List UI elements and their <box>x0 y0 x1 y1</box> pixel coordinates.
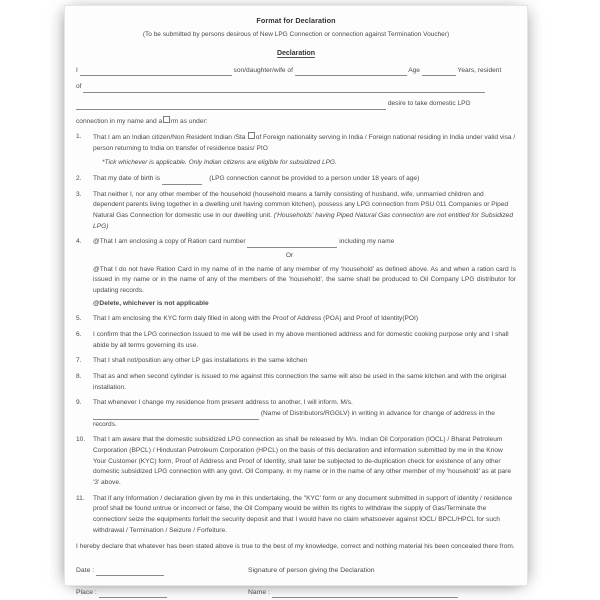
place-label: Place : <box>76 588 97 596</box>
clause-8-number: 8. <box>76 372 82 380</box>
affirm-text-pre: connection in my name and a <box>76 117 163 125</box>
intro-line-2 <box>76 82 516 93</box>
clause-1-text-pre: That I am an Indian citizen/Non Resident Indian /Sta <box>93 133 248 141</box>
date-label: Date : <box>76 566 95 574</box>
declarant-name-field[interactable] <box>80 68 232 76</box>
address-field-line-1[interactable] <box>83 85 485 93</box>
clause-4-number: 4. <box>76 238 82 246</box>
intro-lead-label: I <box>76 66 78 74</box>
clause-9-text-pre: That whenever I change my residence from present address to another, I will inform. M/s. <box>93 399 353 407</box>
clause-4-line-1 <box>93 237 516 248</box>
clause-4-text-post: including my name <box>339 238 395 246</box>
clause-10 <box>76 435 516 488</box>
clause-4-bold-note: @Delete, whichever is not applicable <box>93 299 209 307</box>
clause-11-number: 11. <box>76 494 85 502</box>
name-field[interactable] <box>272 590 458 598</box>
clause-6-number: 6. <box>76 330 82 338</box>
clause-7-text: That I shall not/position any other LP gas installations in the same kitchen <box>93 357 308 365</box>
clause-10-number: 10. <box>76 436 86 444</box>
page-subtitle: (To be submitted by persons desirous of New LPG Connection or connection against Termination Voucher) <box>142 30 450 38</box>
section-heading-text: Declaration <box>276 50 316 58</box>
clause-4-text-pre: @That I am enclosing a copy of Ration card number <box>93 238 246 246</box>
age-label: Age <box>408 66 420 74</box>
clause-8 <box>76 372 516 393</box>
clause-6-text: I confirm that the LPG connection Issued to me will be used in my above mentioned address and for domestic cooking purpose only and I shall abide by all terms governing its use. <box>93 330 509 349</box>
clause-2 <box>76 174 516 185</box>
date-field[interactable] <box>96 568 164 576</box>
parent-spouse-name-field[interactable] <box>295 68 407 76</box>
of-label: of <box>76 83 82 91</box>
clause-1-text-post: of Foreign nationality serving in India / Foreign national residing in India under valid visa / person returning to India on transfer of residence basis/ PIO <box>93 133 516 152</box>
document-page <box>65 6 527 596</box>
signature-row-place <box>76 587 516 598</box>
clause-7-number: 7. <box>76 357 82 365</box>
name-label: Name : <box>248 588 270 596</box>
signature-block <box>76 565 516 598</box>
missing-ligature-glyph-icon <box>248 132 254 139</box>
years-resident-label: Years, resident <box>457 66 502 74</box>
clause-3 <box>76 190 516 233</box>
clause-5-number: 5. <box>76 315 82 323</box>
signature-row-date <box>76 565 516 576</box>
affirm-text-post: rm as under: <box>170 117 208 125</box>
clause-4-or-label: Or <box>285 251 294 259</box>
clause-1-text <box>93 132 516 154</box>
clause-4-alt-text: @That I do not have Ration Card in my name of in the name of any member of my 'household' as defined above. As and when a ration card Is issued in my name or in the name of any of the members of the 'household', the same shall be produced to Oil Company LPG distributor for updating records. <box>93 265 516 294</box>
intro-line-1 <box>76 66 516 77</box>
address-field-line-2[interactable] <box>76 102 386 110</box>
intro-line-4 <box>76 116 516 128</box>
clause-4 <box>76 237 516 309</box>
intro-line-3 <box>76 99 516 110</box>
clause-2-number: 2. <box>76 174 82 182</box>
clause-9-line-2 <box>93 409 516 430</box>
clause-3-italic-tail: ('Households' having Piped Natural Gas connection are not entitled for Subsidized LPG) <box>93 211 514 230</box>
clause-6 <box>76 330 516 351</box>
age-field[interactable] <box>422 68 456 76</box>
clause-3-text: That neither I, nor any other member of the household (household means a family consisting of husband, wife, unmarried children and dependent parents living together in a dwelling unit having common kitchen), possess any LPG connection from PSU 011 Companies or Piped Natural Gas Connection for domestic use in our dwelling unit. <box>93 190 509 219</box>
signature-caption: Signature of person giving the Declaration <box>248 566 375 574</box>
clause-2-text-pre: That my date of birth is <box>93 174 161 182</box>
relation-label: son/daughter/wife of <box>233 66 293 74</box>
clause-1 <box>76 132 516 169</box>
closing-declaration-text: I hereby declare that whatever has been stated above is true to the best of my knowledge, correct and nothing material his been concealed there from. <box>76 543 515 551</box>
clause-8-text: That as and when second cylinder is issued to me against this connection the same will also be used in the same kitchen and with the original installation. <box>93 372 507 391</box>
desire-text-label: desire to take domestic LPG <box>387 99 471 107</box>
clause-7 <box>76 356 516 367</box>
distributor-name-field[interactable] <box>93 412 259 420</box>
date-of-birth-field[interactable] <box>162 177 202 185</box>
clause-5-text: That I am enclosing the KYC form daly filled in along with the Proof of Address (POA) and Proof of Identity(POI) <box>93 315 419 323</box>
clause-11-text: That if any Information / declaration given by me in this undertaking, the "KYC' form or any document submitted in support of identity / residence proof shall be found untrue or incorrect or false, the Oil Company would be within Its rights to withdraw the supply of Gas/Terminate the connection/ seize the equipments forfeit the security deposit and that I would have no claim whatsoever against IOCL/ BPCL/HPCL for such withdrawal / Termination / Seizure / Forfeiture. <box>93 494 513 534</box>
section-heading-declaration <box>76 48 516 59</box>
clause-10-text: That I am aware that the domestic subsidized LPG connection as shall be released by M/s. Indian Oil Corporation (IOCL) / Bharat Petroleum Corporation (BPCL) / Hindustan Petroleum Corporation (HPCL) on the basis of this declaration and information submitted by me in the Know Your Customer (KYC) form, Proof of Address and Proof of Identity, shall later be subjected to de-duplication check for existence of any other domestic subsidized LPG connection with any govt. Oil Company, in my name or in the name of any other member of my 'household' as at pare '3' above. <box>93 436 512 486</box>
clause-1-note: *Tick whichever is applicable. Only Indian citizens are eligible for subsidized LPG. <box>102 159 337 167</box>
clause-11 <box>76 494 516 537</box>
clause-1-number: 1. <box>76 133 82 141</box>
page-title: Format for Declaration <box>256 16 336 25</box>
clause-3-number: 3. <box>76 190 82 198</box>
clause-5 <box>76 314 516 325</box>
ration-card-number-field[interactable] <box>247 240 337 248</box>
missing-ligature-glyph-icon <box>163 116 169 123</box>
clause-2-text-post: (LPG connection cannot be provided to a person under 18 years of age) <box>209 174 420 182</box>
clause-9-number: 9. <box>76 399 82 407</box>
place-field[interactable] <box>99 590 167 598</box>
clause-9 <box>76 398 516 430</box>
clause-9-text-post: (Name of Distributors/RGGLV) in writing in advance for change of address in the records. <box>93 409 495 428</box>
